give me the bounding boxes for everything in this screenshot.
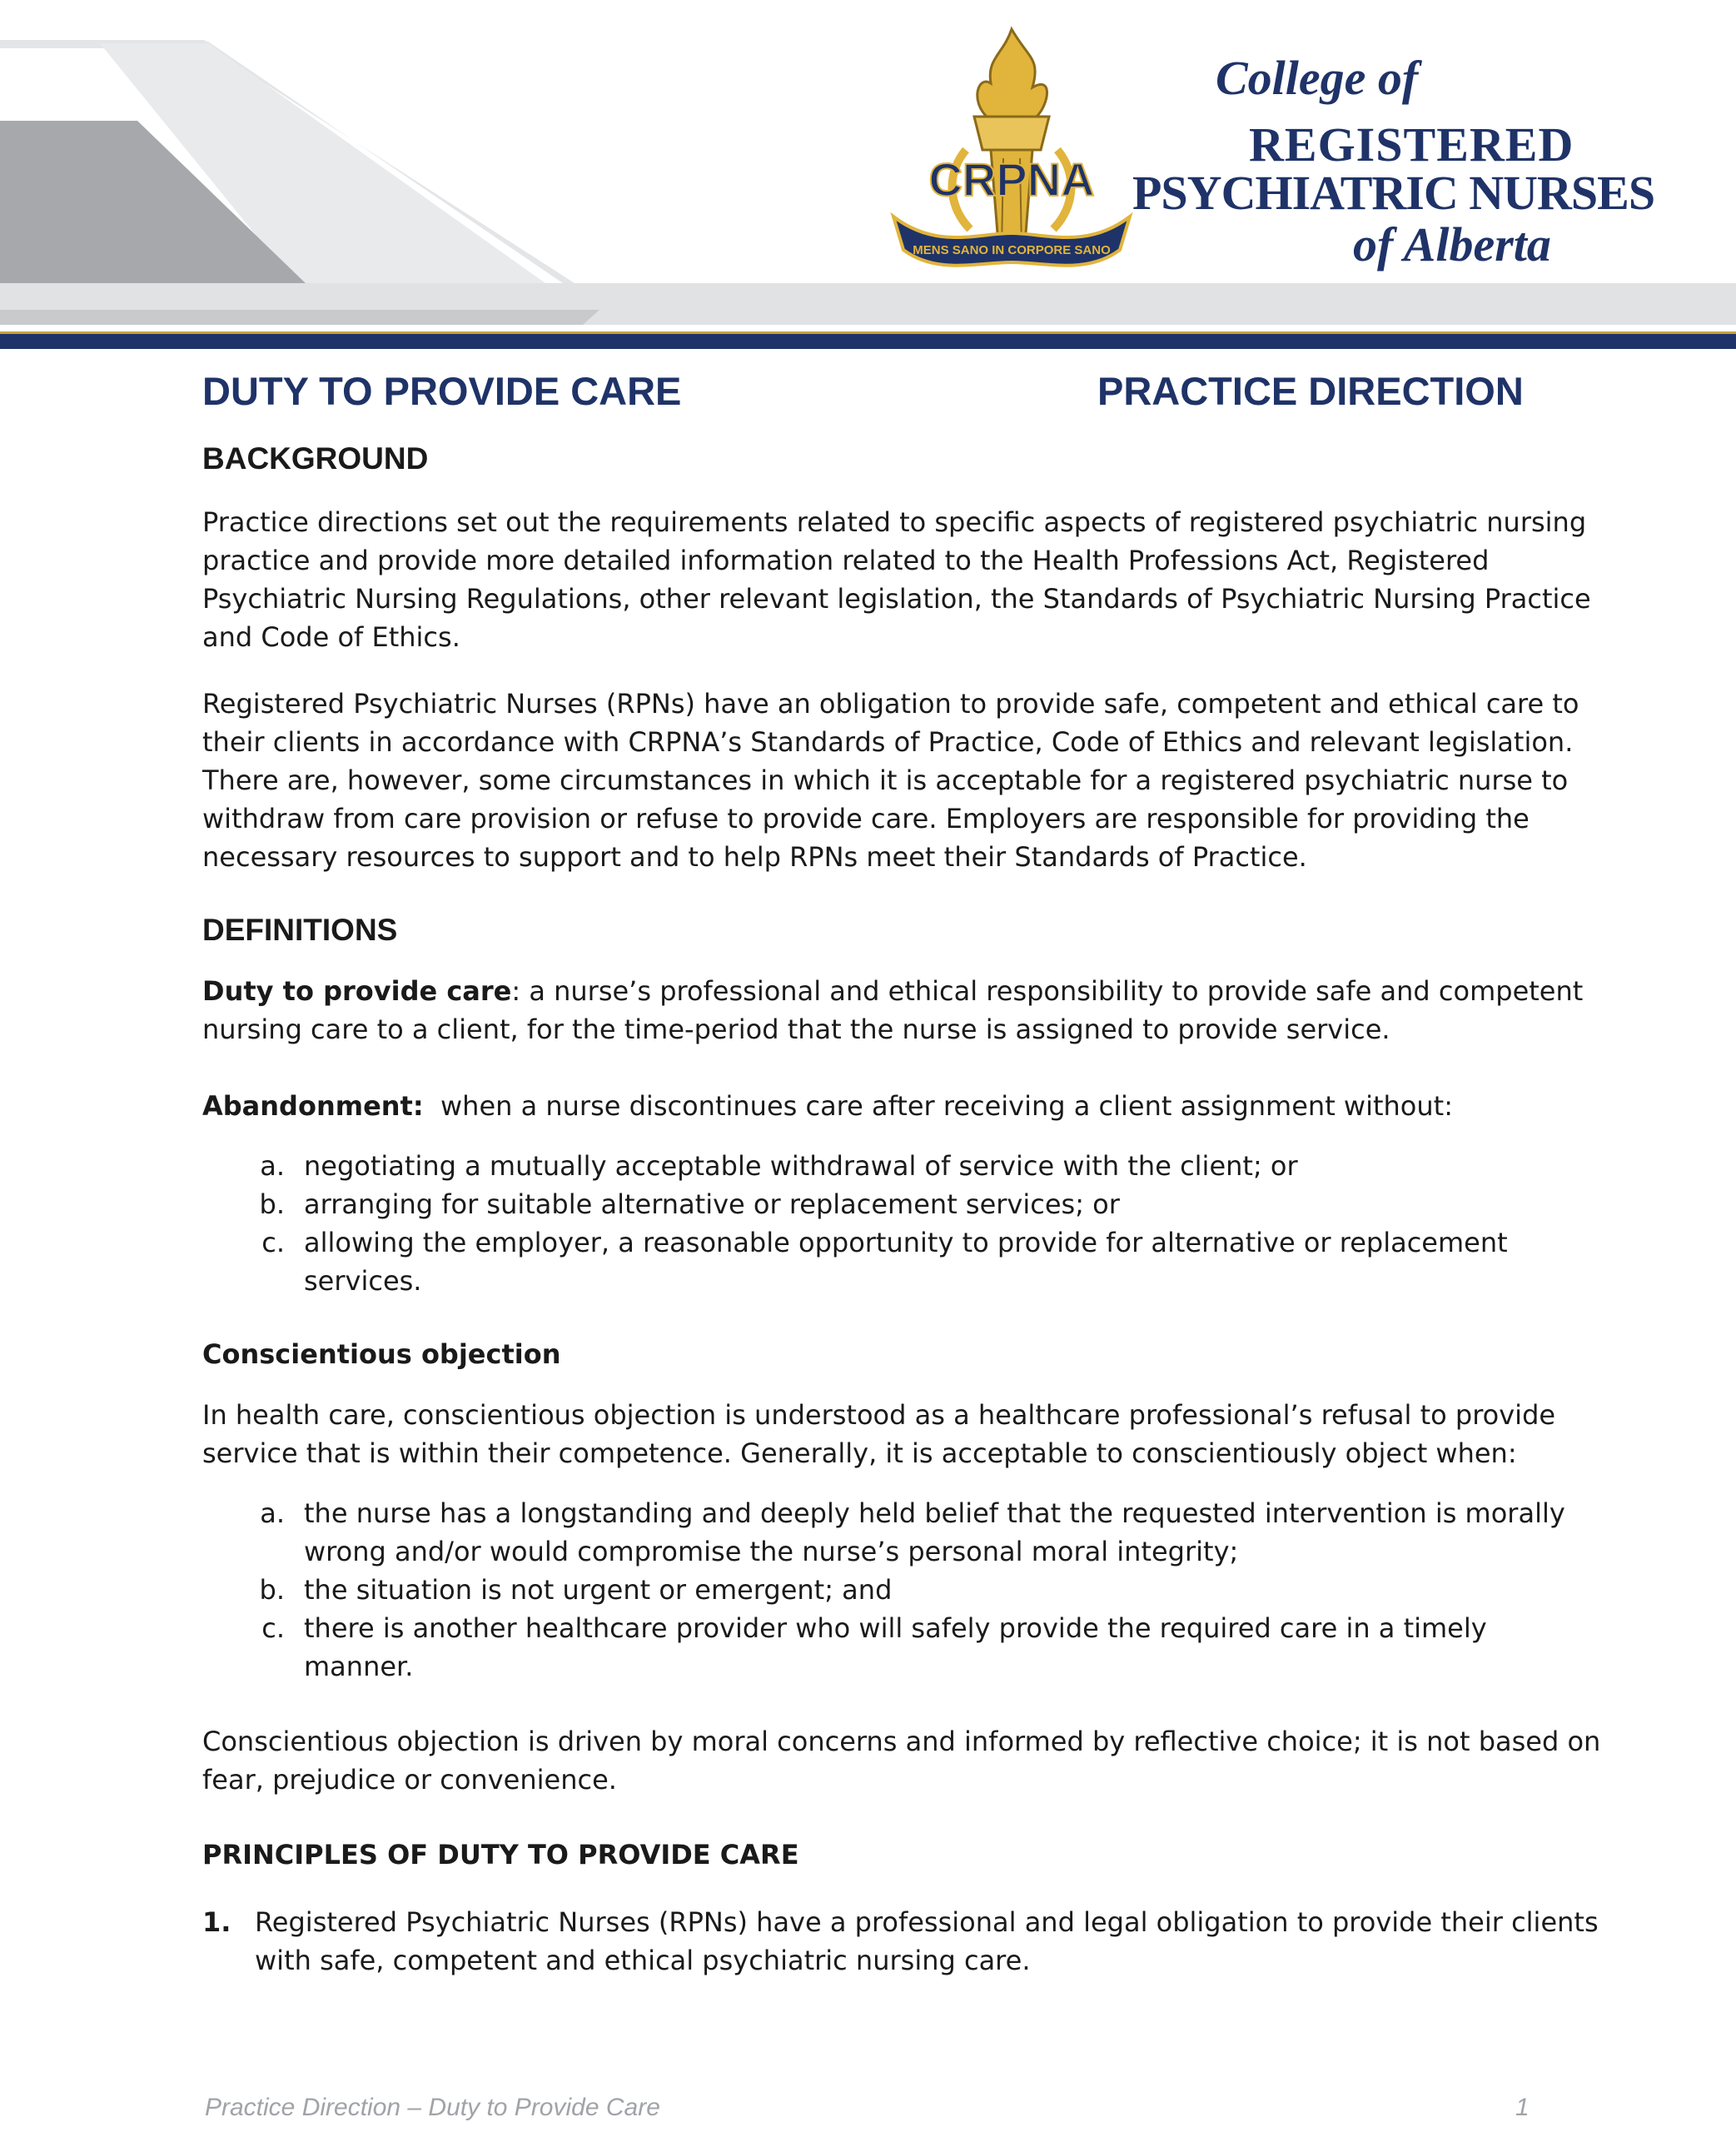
list-item-text: Registered Psychiatric Nurses (RPNs) have a professional and legal obligation to provide their clients — [255, 1906, 1599, 1938]
text-line: Registered Psychiatric Nurses (RPNs) have an obligation to provide safe, competent and ethical care to — [202, 688, 1579, 720]
conscientious-intro — [202, 1396, 1556, 1472]
text-line: Psychiatric Nursing Regulations, other relevant legislation, the Standards of Psychiatric Nursing Practice — [202, 583, 1591, 615]
list-item-text: arranging for suitable alternative or replacement services; or — [304, 1188, 1120, 1220]
text-line: service that is within their competence. Generally, it is acceptable to conscientiously object when: — [202, 1437, 1517, 1469]
text-line: Conscientious objection is driven by moral concerns and informed by reflective choice; it is not based on — [202, 1726, 1601, 1757]
conscientious-objection-heading: Conscientious objection — [202, 1338, 561, 1370]
list-marker: c. — [261, 1227, 285, 1258]
text-line: nursing care to a client, for the time-period that the nurse is assigned to provide service. — [202, 1014, 1390, 1045]
college-name-line-4: of Alberta — [1353, 217, 1551, 271]
text-line: withdraw from care provision or refuse to provide care. Employers are responsible for providing the — [202, 803, 1530, 834]
list-item-text: wrong and/or would compromise the nurse’s personal moral integrity; — [304, 1536, 1239, 1567]
list-item-text: with safe, competent and ethical psychiatric nursing care. — [255, 1945, 1031, 1976]
abandonment-definition — [202, 1087, 1535, 1125]
document-type: PRACTICE DIRECTION — [1097, 369, 1524, 413]
list-marker: b. — [259, 1574, 285, 1606]
torch-flame — [977, 29, 1047, 117]
list-item-text: the situation is not urgent or emergent; and — [304, 1574, 893, 1606]
footer-text: Practice Direction – Duty to Provide Care — [205, 2094, 660, 2121]
text-line: There are, however, some circumstances in which it is acceptable for a registered psychiatric nurse to — [202, 765, 1569, 796]
list-item-text: manner. — [304, 1651, 414, 1682]
list-item-text: services. — [304, 1265, 422, 1297]
list-item-text: there is another healthcare provider who will safely provide the required care in a timely — [304, 1612, 1487, 1644]
logo-motto: MENS SANO IN CORPORE SANO — [913, 243, 1111, 257]
text-line: practice and provide more detailed information related to the Health Professions Act, Registered — [202, 545, 1490, 576]
text-line: and Code of Ethics. — [202, 621, 460, 653]
document-title: DUTY TO PROVIDE CARE — [202, 369, 682, 413]
background-paragraph-1 — [202, 503, 1591, 656]
background-paragraph-2 — [202, 685, 1579, 876]
text-line: necessary resources to support and to help RPNs meet their Standards of Practice. — [202, 841, 1307, 873]
college-name — [1116, 50, 1655, 291]
duty-definition-text: : a nurse’s professional and ethical responsibility to provide safe and competent — [511, 975, 1584, 1007]
torch-cup — [974, 117, 1049, 150]
list-marker: a. — [260, 1497, 285, 1529]
list-marker: a. — [260, 1150, 285, 1182]
list-item-text: negotiating a mutually acceptable withdrawal of service with the client; or — [304, 1150, 1298, 1182]
logo-acronym: CRPNA — [928, 153, 1095, 206]
abandonment-term: Abandonment: — [202, 1090, 424, 1122]
list-marker: b. — [259, 1188, 285, 1220]
text-line: In health care, conscientious objection is understood as a healthcare professional’s refusal to provide — [202, 1399, 1556, 1431]
college-name-line-1: College of — [1216, 51, 1419, 105]
list-item-text: the nurse has a longstanding and deeply held belief that the requested intervention is morally — [304, 1497, 1565, 1529]
text-line — [202, 972, 1584, 1010]
text-line — [202, 1087, 1535, 1125]
college-name-line-2: REGISTERED — [1249, 117, 1574, 172]
principles-heading: PRINCIPLES OF DUTY TO PROVIDE CARE — [202, 1839, 799, 1870]
duty-definition — [202, 972, 1584, 1049]
background-heading: BACKGROUND — [202, 441, 429, 476]
crpna-logo — [887, 25, 1137, 279]
list-item-text: allowing the employer, a reasonable opportunity to provide for alternative or replacement — [304, 1227, 1508, 1258]
text-line: their clients in accordance with CRPNA’s Standards of Practice, Code of Ethics and relevant legislation. — [202, 726, 1574, 758]
list-marker: c. — [261, 1612, 285, 1644]
college-name-line-3: PSYCHIATRIC NURSES — [1132, 166, 1655, 220]
duty-term: Duty to provide care — [202, 975, 512, 1007]
text-line: fear, prejudice or convenience. — [202, 1764, 617, 1796]
definitions-heading: DEFINITIONS — [202, 913, 398, 947]
text-line: Practice directions set out the requirements related to specific aspects of registered psychiatric nursing — [202, 506, 1587, 538]
abandonment-definition-text: when a nurse discontinues care after receiving a client assignment without: — [423, 1090, 1453, 1122]
page-number: 1 — [1515, 2094, 1530, 2121]
banner-bottom-wedge — [0, 310, 599, 325]
conscientious-closing — [202, 1722, 1601, 1799]
banner-gold-line — [0, 331, 1736, 334]
banner-navy-bar — [0, 334, 1736, 349]
list-marker: 1. — [202, 1906, 231, 1938]
